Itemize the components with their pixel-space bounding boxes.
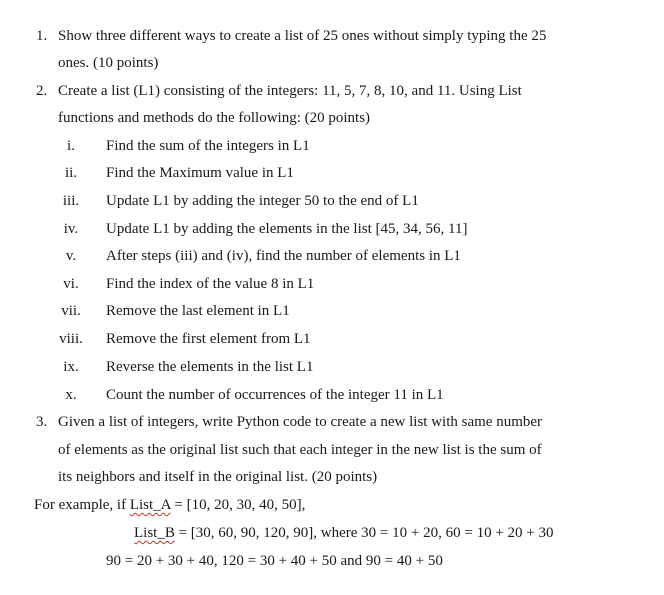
question-2-line-2: functions and methods do the following: (20 points) (58, 110, 371, 126)
question-1-line-1: Show three different ways to create a list of 25 ones without simply typing the 25 (58, 28, 547, 44)
subitem-text: Find the Maximum value in L1 (106, 165, 294, 181)
question-3-number: 3. (36, 414, 48, 430)
subitem-numeral: x. (65, 387, 77, 403)
subitem-numeral: ix. (63, 359, 79, 375)
question-2-number: 2. (36, 83, 48, 99)
question-3-line-2: of elements as the original list such that each integer in the new list is the sum of (58, 442, 542, 458)
subitem-text: Remove the first element from L1 (106, 331, 311, 347)
question-1-number: 1. (36, 28, 48, 44)
subitem-numeral: i. (67, 138, 75, 154)
example-line-1 (34, 496, 305, 514)
subitem-text: Update L1 by adding the integer 50 to the end of L1 (106, 193, 419, 209)
subitem-numeral: ii. (64, 165, 78, 181)
subitem-numeral: iv. (63, 221, 79, 237)
subitem-numeral: viii. (59, 331, 83, 347)
question-3-line-3: its neighbors and itself in the original list. (20 points) (58, 469, 378, 485)
example-line-2-suffix: = [30, 60, 90, 120, 90], where 30 = 10 + 20, 60 = 10 + 20 + 30 (174, 525, 554, 541)
subitem-text: Update L1 by adding the elements in the list [45, 34, 56, 11] (106, 221, 468, 237)
question-2-line-1: Create a list (L1) consisting of the integers: 11, 5, 7, 8, 10, and 11. Using List (58, 83, 522, 99)
subitem-text: After steps (iii) and (iv), find the number of elements in L1 (106, 248, 461, 264)
subitem-text: Reverse the elements in the list L1 (106, 359, 314, 375)
list-a-name: List_A (129, 497, 171, 513)
subitem-text: Remove the last element in L1 (106, 303, 290, 319)
subitem-text: Count the number of occurrences of the integer 11 in L1 (106, 387, 444, 403)
example-intro-prefix: For example, if (34, 497, 130, 513)
example-line-3: 90 = 20 + 30 + 40, 120 = 30 + 40 + 50 and 90 = 40 + 50 (106, 553, 443, 569)
subitem-text: Find the sum of the integers in L1 (106, 138, 310, 154)
example-intro-suffix: = [10, 20, 30, 40, 50], (170, 497, 306, 513)
subitem-numeral: iii. (62, 193, 80, 209)
subitem-numeral: v. (65, 248, 77, 264)
question-1-line-2: ones. (10 points) (58, 55, 159, 71)
subitem-numeral: vii. (61, 303, 81, 319)
question-3-line-1: Given a list of integers, write Python code to create a new list with same number (58, 414, 543, 430)
list-b-name: List_B (134, 525, 175, 541)
subitem-text: Find the index of the value 8 in L1 (106, 276, 315, 292)
example-line-2 (134, 524, 553, 542)
subitem-numeral: vi. (63, 276, 79, 292)
